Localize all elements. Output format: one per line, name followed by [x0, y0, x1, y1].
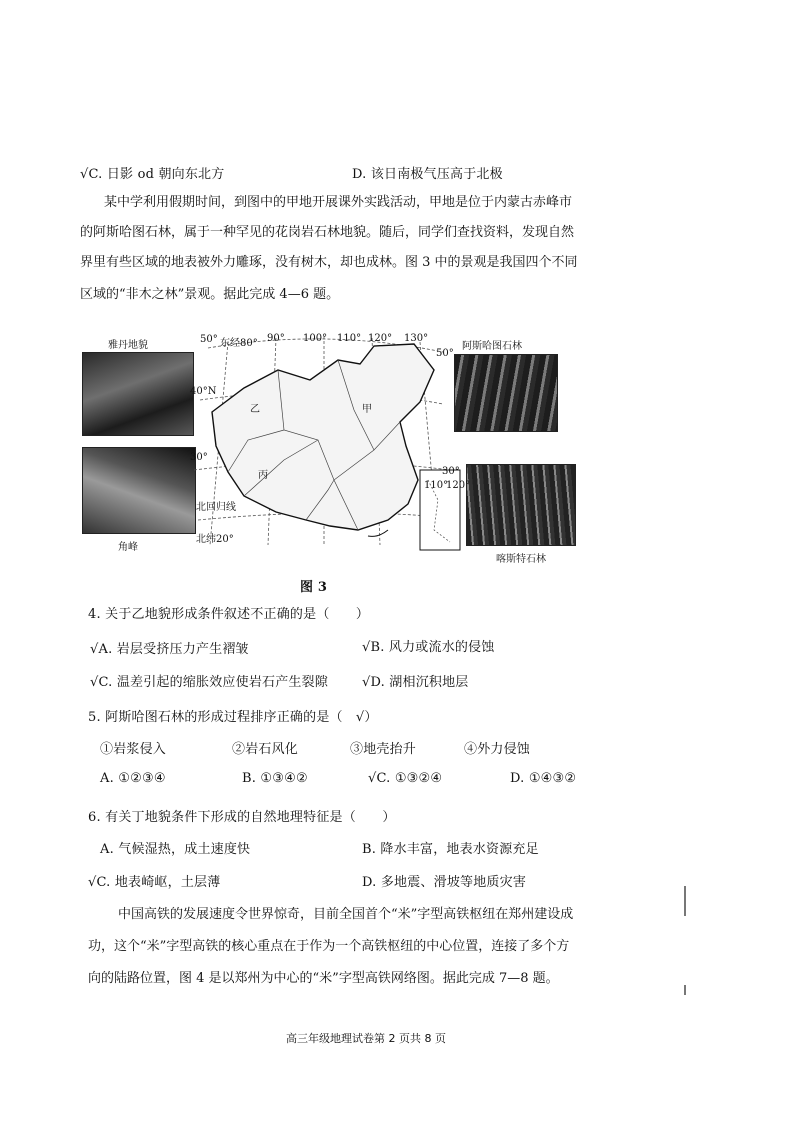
map-label-lon-110: 110°	[337, 333, 362, 344]
map-label-lon-130: 130°	[404, 333, 429, 344]
intro-line-2: 的阿斯哈图石林，属于一种罕见的花岗岩石林地貌。随后，同学们查找资料，发现自然	[80, 225, 575, 240]
margin-mark	[684, 886, 686, 916]
q6-option-d: D. 多地震、滑坡等地质灾害	[362, 875, 527, 890]
map-label-lat-20: 北纬20°	[196, 534, 234, 545]
map-label-lon-90: 90°	[267, 333, 285, 344]
map-label-yi: 乙	[250, 404, 260, 415]
next-intro-line-2: 功，这个“米”字型高铁的核心重点在于作为一个高铁枢纽的中心位置，连接了多个方	[88, 939, 570, 954]
china-map	[188, 330, 463, 555]
map-label-inset-110: 110°	[424, 480, 449, 491]
intro-line-3: 界里有些区域的地表被外力雕琢，没有树木，却也成林。图 3 中的景观是我国四个不同	[80, 255, 578, 270]
q6-option-b: B. 降水丰富，地表水资源充足	[362, 842, 539, 857]
next-intro-line-1: 中国高铁的发展速度令世界惊奇，目前全国首个“米”字型高铁枢纽在郑州建设成	[118, 907, 574, 922]
photo-label-horn-peak: 角峰	[118, 542, 138, 553]
map-label-lat-50-right: 50°	[436, 348, 454, 359]
intro-line-4: 区域的“非木之林”景观。据此完成 4—6 题。	[80, 287, 340, 302]
q6-option-c: √C. 地表崎岖，土层薄	[88, 875, 221, 890]
map-label-lat-50-left: 50°	[200, 334, 218, 345]
photo-horn-peak	[82, 447, 196, 534]
prev-option-c: √C. 日影 od 朝向东北方	[80, 167, 225, 182]
page-footer: 高三年级地理试卷第 2 页共 8 页	[286, 1032, 446, 1045]
map-label-jia: 甲	[362, 404, 372, 415]
figure-caption: 图 3	[300, 580, 328, 595]
map-label-inset-120: 120°	[446, 480, 471, 491]
q4-option-c: √C. 温差引起的缩胀效应使岩石产生裂隙	[90, 675, 329, 690]
prev-option-d: D. 该日南极气压高于北极	[352, 167, 503, 182]
map-label-lon-120: 120°	[368, 333, 393, 344]
q5-option-b: B. ①③④②	[242, 771, 308, 786]
q5-step-3: ③地壳抬升	[350, 742, 417, 757]
q4-option-a: √A. 岩层受挤压力产生褶皱	[90, 642, 249, 657]
intro-line-1: 某中学利用假期时间，到图中的甲地开展课外实践活动，甲地是位于内蒙古赤峰市	[104, 195, 573, 210]
next-intro-line-3: 向的陆路位置，图 4 是以郑州为中心的“米”字型高铁网络图。据此完成 7—8 题。	[88, 971, 559, 986]
photo-asihatu	[454, 354, 558, 432]
photo-karst	[466, 464, 576, 546]
photo-label-yardang: 雅丹地貌	[108, 340, 148, 351]
q5-step-2: ②岩石风化	[232, 742, 299, 757]
q4-stem: 4. 关于乙地貌形成条件叙述不正确的是（ ）	[88, 607, 370, 622]
q5-option-a: A. ①②③④	[100, 771, 166, 786]
q6-stem: 6. 有关丁地貌条件下形成的自然地理特征是（ ）	[88, 810, 396, 825]
photo-yardang	[82, 352, 194, 436]
map-label-lat-30: 30°	[190, 452, 208, 463]
q5-option-c: √C. ①③②④	[368, 771, 443, 786]
q5-option-d: D. ①④③②	[510, 771, 577, 786]
q6-option-a: A. 气候湿热，成土速度快	[100, 842, 251, 857]
q4-option-b: √B. 风力或流水的侵蚀	[362, 640, 495, 655]
margin-mark	[684, 985, 686, 995]
map-label-lat-30-right: 30°	[442, 466, 460, 477]
q4-option-d: √D. 湖相沉积地层	[362, 675, 469, 690]
q5-step-4: ④外力侵蚀	[464, 742, 531, 757]
map-label-tropic: 北回归线	[196, 502, 236, 513]
map-label-lat-40: 40°N	[190, 386, 217, 397]
q5-stem: 5. 阿斯哈图石林的形成过程排序正确的是（ √）	[88, 710, 378, 725]
china-outline	[212, 344, 434, 530]
q5-step-1: ①岩浆侵入	[100, 742, 167, 757]
photo-label-asihatu: 阿斯哈图石林	[462, 341, 522, 352]
map-label-bing: 丙	[258, 470, 268, 481]
photo-label-karst: 喀斯特石林	[496, 554, 546, 565]
map-label-lon-80: 东经80°	[220, 338, 258, 349]
map-label-lon-100: 100°	[303, 333, 328, 344]
